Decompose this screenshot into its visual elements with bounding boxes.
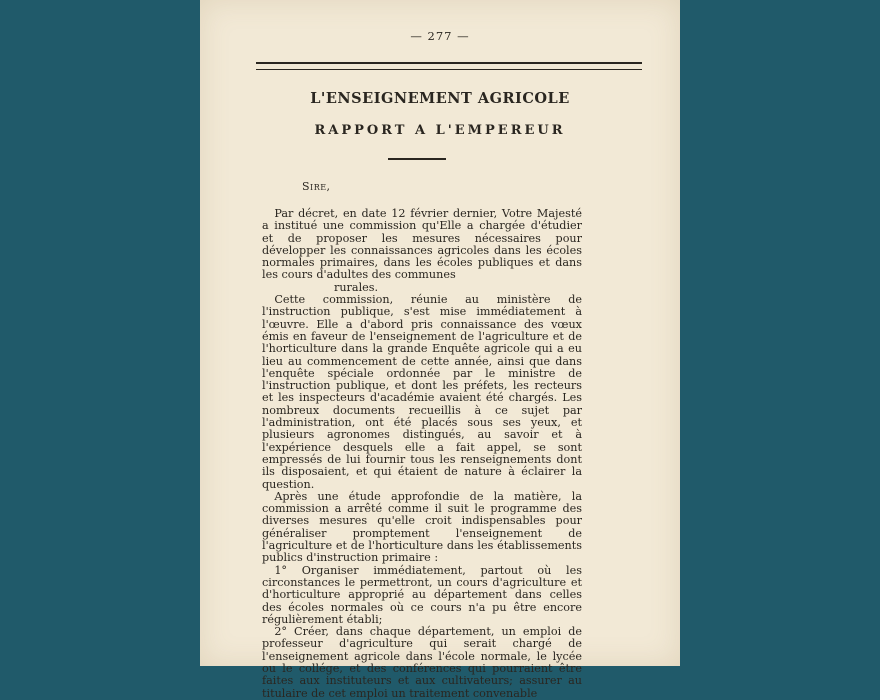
- page-number: — 277 —: [410, 29, 470, 43]
- scanned-page: [200, 0, 680, 700]
- paragraph-1-tail: rurales.: [334, 280, 379, 294]
- paragraph-1: [262, 208, 582, 294]
- paragraph-1-text: Par décret, en date 12 février dernier, Votre Majesté a institué une commission qu'Elle a chargée d'étudier et de proposer les mesures nécessaires pour développer les connaissances agricoles dans les écoles normales primaires, dans les écoles publiques et dans les cours d'adultes des communes: [262, 207, 582, 282]
- paragraph-4: 1° Organiser immédiatement, partout où les circonstances le permettront, un cours d'agriculture et d'horticulture approprié au département dans celles des écoles normales où ce cours n'a pu être encore régulièrement établi;: [262, 563, 582, 626]
- title-separator-rule: [388, 158, 446, 160]
- body-text: [262, 208, 582, 700]
- header-double-rule: [256, 62, 642, 70]
- document-subtitle: RAPPORT A L'EMPEREUR: [314, 123, 566, 138]
- paragraph-2: Cette commission, réunie au ministère de l'instruction publique, s'est mise immédiatement à l'œuvre. Elle a d'abord pris connaissance des vœux émis en faveur de l'enseignement de l'agriculture et de l'horticulture dans la grande Enquête agricole qui a eu lieu au commencement de cette année, ainsi que dans l'enquête spéciale ordonnée par le ministre de l'instruction publique, et dont les préfets, les recteurs et les inspecteurs d'académie avaient été chargés. Les nombreux documents recueillis à ce sujet par l'administration, ont été placés sous ses yeux, et plusieurs agronomes distingués, au savoir et à l'expérience desquels elle a fait appel, se sont empressés de lui fournir tous les renseignements dont ils disposaient, et qui étaient de nature à éclairer la question.: [262, 293, 582, 491]
- paragraph-5: 2° Créer, dans chaque département, un emploi de professeur d'agriculture qui serait chargé de l'enseignement agricole dans l'école normale, le lycée ou le collége, et des conférences qui pourraient être faites aux instituteurs et aux cultivateurs; assurer au titulaire de cet emploi un traitement convenable: [262, 625, 582, 700]
- document-title: L'ENSEIGNEMENT AGRICOLE: [310, 90, 570, 107]
- paragraph-3: Après une étude approfondie de la matière, la commission a arrêté comme il suit le programme des diverses mesures qu'elle croit indispensables pour généraliser promptement l'enseignement de l'agriculture et de l'horticulture dans les établissements publics d'instruction primaire :: [262, 489, 582, 565]
- salutation: Sire,: [302, 180, 331, 193]
